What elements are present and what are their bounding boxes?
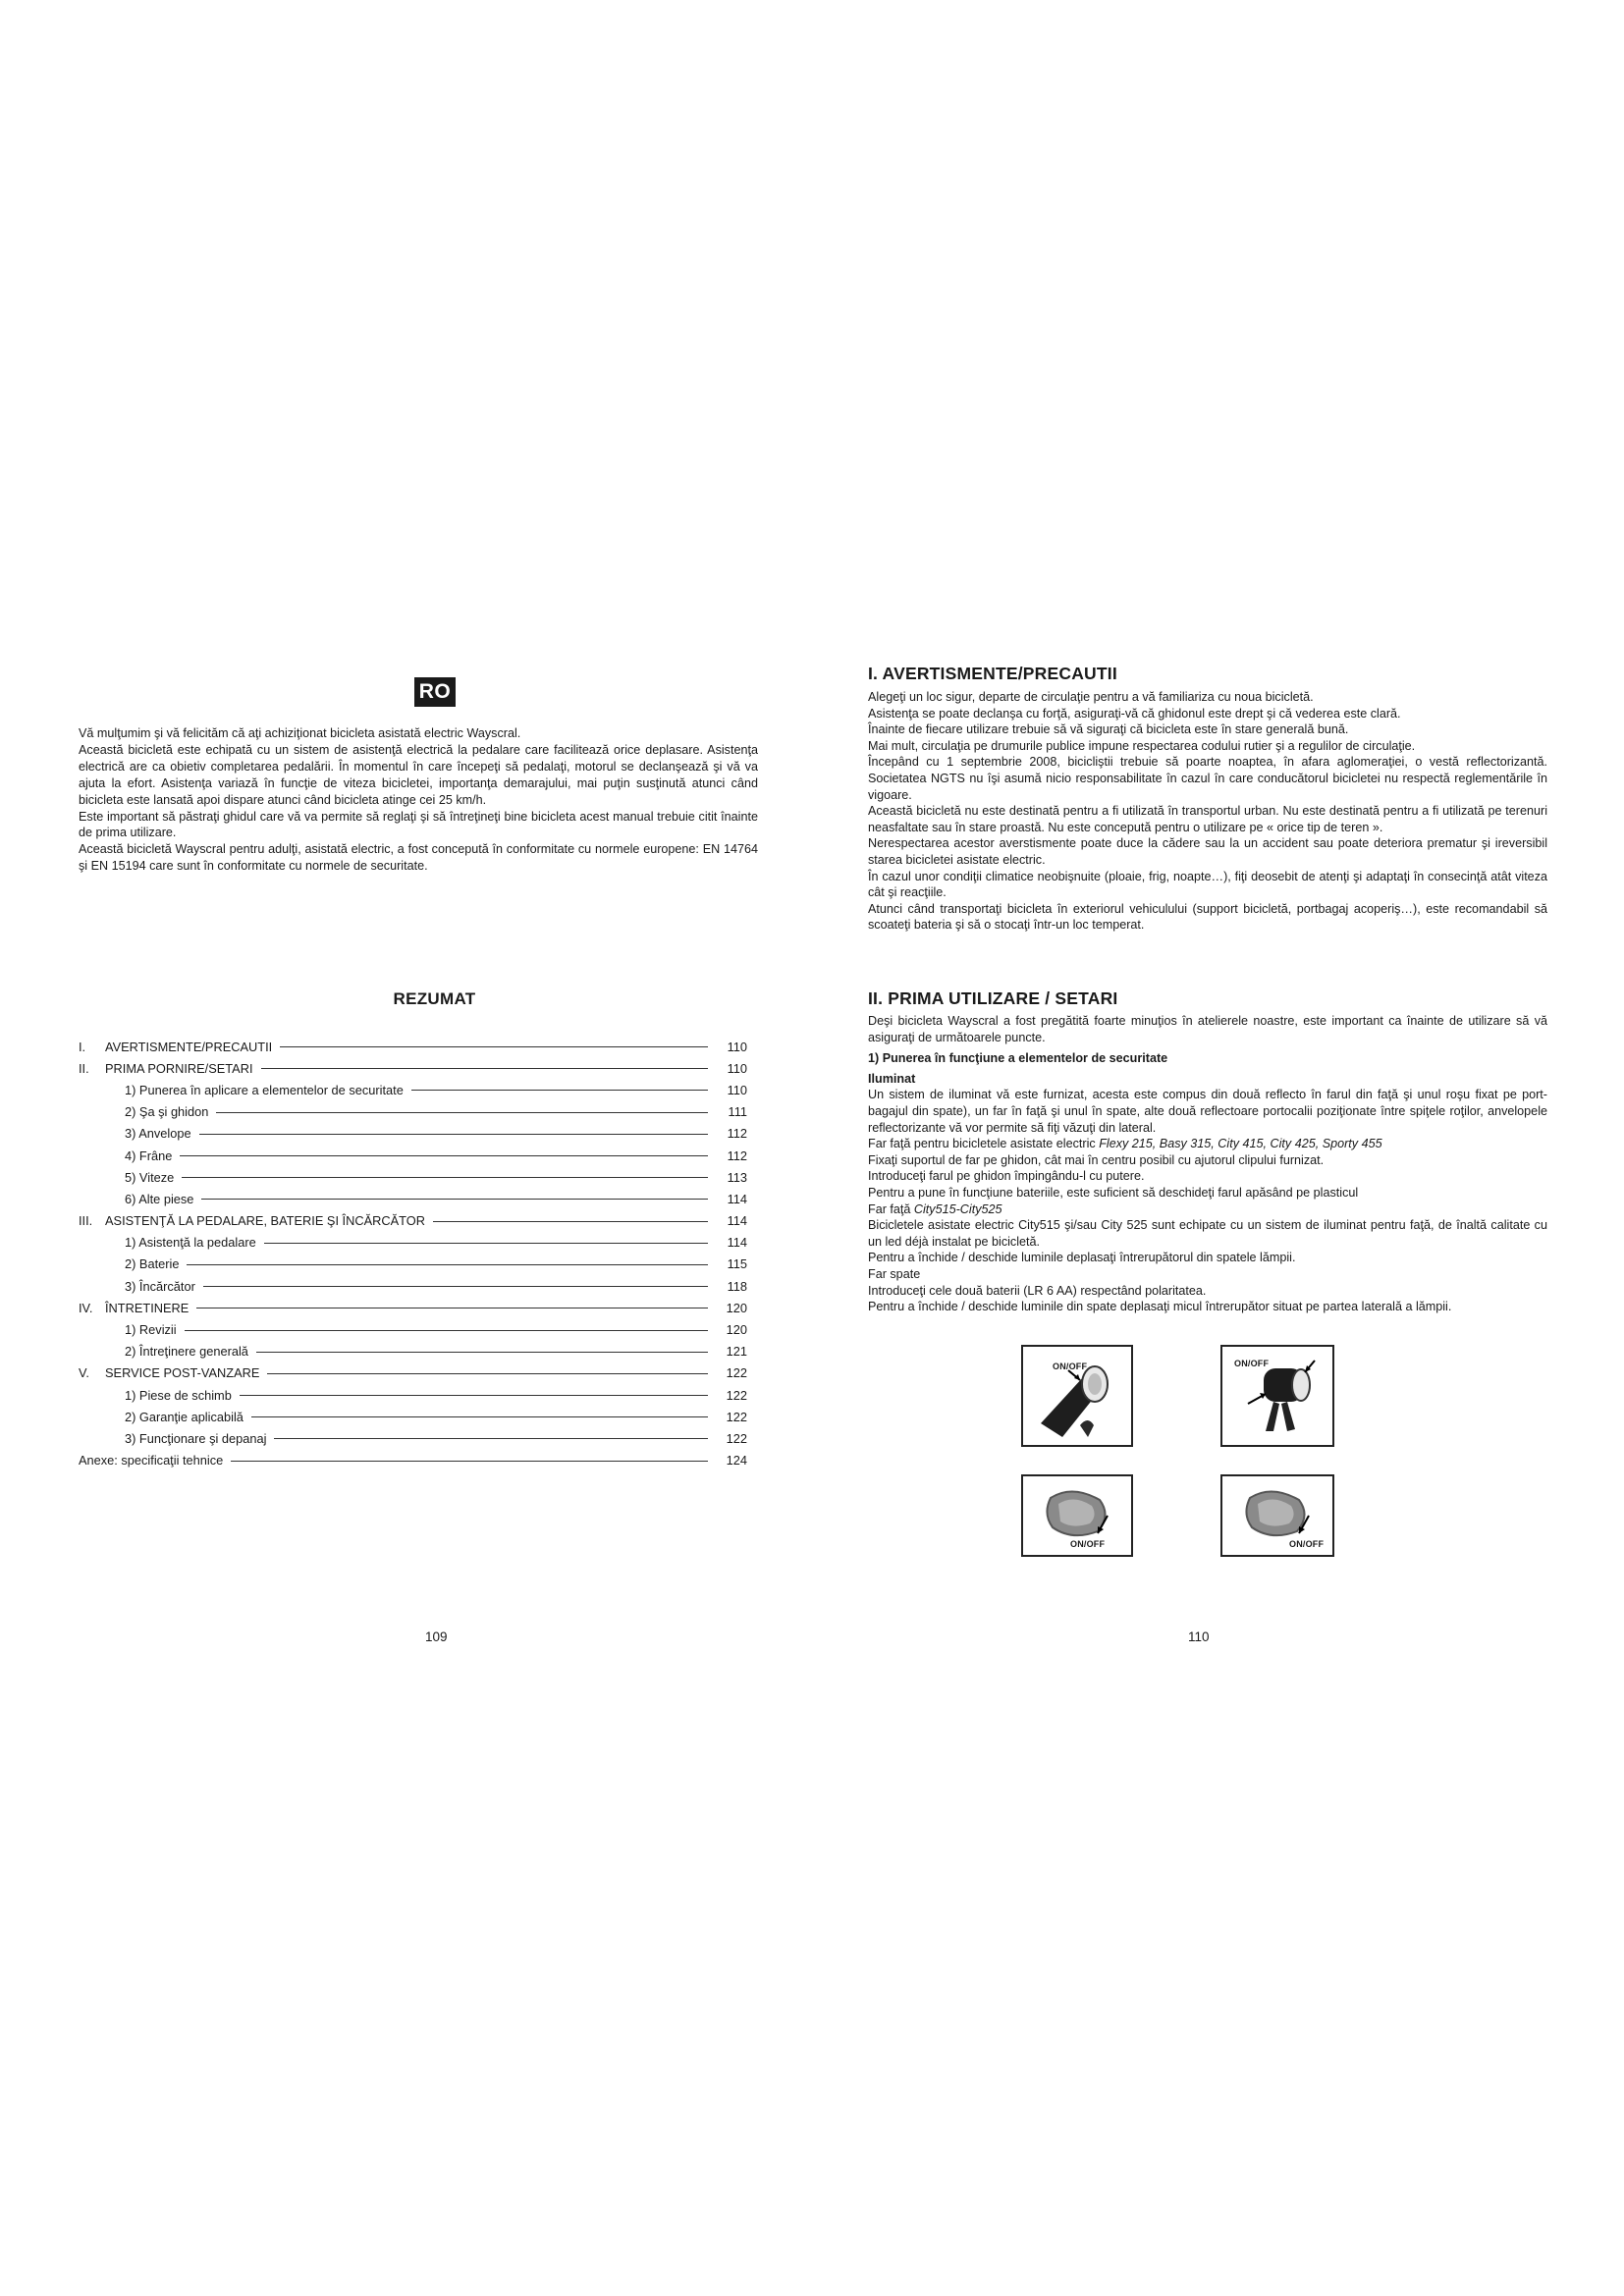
toc-leader-line — [185, 1330, 708, 1331]
rear-switch-line: Pentru a închide / deschide luminile din spate deplasaţi micul întrerupător situat pe partea laterală a lămpii. — [868, 1300, 1452, 1314]
front-light-figure-2 — [1220, 1345, 1334, 1447]
section-1-title: I. AVERTISMENTE/PRECAUTII — [868, 664, 1117, 683]
toc-entry-number: IV. — [79, 1300, 93, 1315]
city-light-line — [868, 1201, 1547, 1218]
section-2-body — [868, 1013, 1547, 1315]
toc-entry-label: AVERTISMENTE/PRECAUTII — [105, 1039, 273, 1054]
toc-entry — [79, 1297, 747, 1318]
toc-entry-number: V. — [79, 1365, 89, 1381]
toc-entry-title — [79, 1235, 264, 1250]
toc-entry-label: 3) Încărcător — [125, 1278, 195, 1294]
toc-entry-page: 121 — [726, 1344, 747, 1360]
toc-leader-line — [256, 1352, 708, 1353]
city-switch-line: Pentru a închide / deschide luminile deplasaţi întrerupătorul din spatele lămpii. — [868, 1251, 1296, 1265]
toc-entry-title — [79, 1061, 261, 1076]
toc-entry-label: 1) Asistenţă la pedalare — [125, 1235, 256, 1251]
figure-1-on-off-label: ON/OFF — [1053, 1362, 1088, 1371]
toc-entry-page: 114 — [727, 1235, 747, 1251]
toc-entry-number: I. — [79, 1039, 86, 1054]
city-light-models: City515-City525 — [913, 1201, 1002, 1216]
rear-light-title: Far spate — [868, 1266, 921, 1281]
s2-intro: Deşi bicicleta Wayscral a fost pregătită foarte minuţios în atelierele noastre, este important ca înainte de utilizare să vă asiguraţi de următoarele puncte. — [868, 1014, 1547, 1044]
toc-entry-page: 114 — [727, 1191, 747, 1206]
toc-entry — [79, 1450, 747, 1471]
rear-light-figure-2 — [1220, 1474, 1334, 1557]
toc-leader-line — [182, 1177, 708, 1178]
toc-entry-page: 122 — [726, 1387, 747, 1403]
toc-leader-line — [216, 1112, 708, 1113]
toc-entry-page: 122 — [726, 1430, 747, 1446]
intro-paragraph-1: Vă mulţumim şi vă felicităm că aţi achiziţionat bicicleta asistată electric Wayscral. — [79, 726, 521, 740]
intro-paragraph-4: Această bicicletă Wayscral pentru adulţi, asistată electric, a fost concepută în conformitate cu normele europene: EN 14764 şi EN 15194 care sunt în conformitate cu normele de securitate. — [79, 842, 758, 874]
toc-entry-page: 115 — [727, 1256, 747, 1272]
toc-entry-label: 5) Viteze — [125, 1169, 175, 1185]
right-page — [812, 0, 1624, 2296]
front-light-models: Flexy 215, Basy 315, City 415, City 425, Sporty 455 — [1099, 1137, 1382, 1151]
toc-entry-title — [79, 1431, 274, 1446]
toc-entry — [79, 1232, 747, 1254]
lighting-paragraph: Un sistem de iluminat vă este furnizat, acesta este compus din două reflecto în farul din faţă şi unul roşu fixat pe port-bagajul din spate), un far în faţă şi unul în spate, alte două reflectoare portocalii poziţionate între spiţele roţilor, anvelopele reflectorizante vă vor permite să fiţi văzuţi din lateral. — [868, 1088, 1547, 1135]
s1-paragraph-8: În cazul unor condiţii climatice neobişnuite (ploaie, frig, noapte…), fiţi deosebit de atenţi şi adaptaţi în consecinţă atât viteza cât şi reacţiile. — [868, 869, 1547, 900]
toc-entry-label: 1) Revizii — [125, 1322, 177, 1338]
toc-leader-line — [433, 1221, 708, 1222]
toc-entry-page: 110 — [727, 1039, 747, 1054]
toc-entry — [79, 1123, 747, 1145]
toc-entry — [79, 1210, 747, 1232]
toc-entry — [79, 1318, 747, 1340]
toc-leader-line — [180, 1155, 708, 1156]
toc-leader-line — [187, 1264, 708, 1265]
toc-entry — [79, 1362, 747, 1384]
toc-entry-title — [79, 1301, 196, 1315]
toc-entry-page: 112 — [727, 1126, 747, 1142]
toc-entry-page: 111 — [728, 1104, 747, 1120]
toc-entry — [79, 1166, 747, 1188]
toc-leader-line — [203, 1286, 708, 1287]
toc-entry-page: 124 — [726, 1453, 747, 1468]
toc-leader-line — [274, 1438, 708, 1439]
s1-paragraph-1: Alegeţi un loc sigur, departe de circulaţie pentru a vă familiariza cu noua bicicletă. — [868, 690, 1314, 704]
toc-leader-line — [201, 1199, 708, 1200]
s1-paragraph-2: Asistenţa se poate declanşa cu forţă, asiguraţi-vă că ghidonul este drept şi că vederea este clară. — [868, 706, 1401, 721]
rear-batteries-line: Introduceţi cele două baterii (LR 6 AA) respectând polaritatea. — [868, 1283, 1207, 1298]
figure-2-on-off-label: ON/OFF — [1234, 1359, 1270, 1368]
toc-entry-label: 1) Piese de schimb — [125, 1387, 232, 1403]
toc-leader-line — [411, 1090, 708, 1091]
fix-support-line: Fixaţi suportul de far pe ghidon, cât mai în centru posibil cu ajutorul clipului furnizat. — [868, 1152, 1325, 1167]
toc-entry-number: II. — [79, 1060, 89, 1076]
toc-entry-label: 1) Punerea în aplicare a elementelor de securitate — [125, 1082, 404, 1097]
rezumat-title: REZUMAT — [393, 989, 476, 1008]
toc-entry — [79, 1341, 747, 1362]
toc-entry — [79, 1188, 747, 1209]
toc-entry — [79, 1145, 747, 1166]
s1-paragraph-4: Mai mult, circulaţia pe drumurile publice impune respectarea codului rutier şi a regulilor de circulaţie. — [868, 738, 1416, 753]
figure-3-on-off-label: ON/OFF — [1070, 1539, 1106, 1549]
toc-entry-page: 120 — [726, 1300, 747, 1315]
toc-leader-line — [280, 1046, 708, 1047]
toc-entry-label: 3) Anvelope — [125, 1126, 191, 1142]
toc-entry-page: 120 — [726, 1322, 747, 1338]
toc-entry-title — [79, 1388, 240, 1403]
s2-subsection-title: 1) Punerea în funcţiune a elementelor de securitate — [868, 1051, 1168, 1066]
toc-leader-line — [199, 1134, 708, 1135]
toc-leader-line — [251, 1416, 708, 1417]
toc-entry — [79, 1036, 747, 1057]
city-description: Bicicletele asistate electric City515 şi/sau City 525 sunt echipate cu un sistem de iluminat pentru faţă, de înaltă calitate cu un led déjà instalat pe bicicletă. — [868, 1218, 1547, 1249]
toc-entry-page: 112 — [727, 1148, 747, 1163]
toc-entry — [79, 1079, 747, 1100]
section-2-title: II. PRIMA UTILIZARE / SETARI — [868, 988, 1118, 1008]
intro-text — [79, 725, 758, 875]
insert-light-line: Introduceţi farul pe ghidon împingându-l cu putere. — [868, 1169, 1145, 1184]
toc-entry-title — [79, 1104, 216, 1119]
toc-entry-title — [79, 1279, 203, 1294]
toc-entry-number: III. — [79, 1213, 93, 1229]
page-number-right: 110 — [1188, 1629, 1210, 1644]
toc-entry-label: Anexe: specificaţii tehnice — [79, 1453, 224, 1468]
toc-entry-label: 6) Alte piese — [125, 1191, 194, 1206]
toc-entry — [79, 1057, 747, 1079]
s1-paragraph-9: Atunci când transportaţi bicicleta în exteriorul vehiculului (support bicicletă, portbagaj acoperiş…), este recomandabil să scoateţi bateria şi să o stocaţi într-un loc temperat. — [868, 901, 1547, 933]
toc-entry — [79, 1101, 747, 1123]
toc-entry-label: 4) Frâne — [125, 1148, 173, 1163]
toc-entry — [79, 1254, 747, 1275]
toc-entry-page: 113 — [727, 1169, 747, 1185]
intro-paragraph-2: Această bicicletă este echipată cu un sistem de asistenţă electrică la pedalare care facilitează orice deplasare. Asistenţa electrică are ca obietiv completarea pedalării. În momentul în care începeţi să pedalaţi, motorul se declanşează şi vă va ajuta la efort. Asistenţa variază în funcţie de viteza bicicletei, importanţa demarajului, mai puţin susţinută atunci când bicicleta este lansată apoi dispare atunci când bicicleta atinge cei 25 km/h. — [79, 742, 758, 807]
section-1-body — [868, 689, 1547, 934]
s1-paragraph-7: Nerespectarea acestor averstismente poate duce la cădere sau la un accident sau poate deteriora prematur şi ireversibil starea bicicletei asistate electric. — [868, 836, 1547, 867]
toc-entry-label: 2) Şa şi ghidon — [125, 1104, 209, 1120]
s1-paragraph-5: Începând cu 1 septembrie 2008, bicicliştii trebuie să poarte noaptea, în afara aglomeraţiei, o vestă reflectorizantă. Societatea NGTS nu îşi asumă nicio responsabilitate în cazul în care conducătorul bicicletei nu respectă reglementările în vigoare. — [868, 755, 1547, 802]
intro-paragraph-3: Este important să păstraţi ghidul care vă va permite să reglaţi şi să întreţineţi bine bicicleta acest manual trebuie citit înainte de prima utilizare. — [79, 809, 758, 840]
toc-entry-title — [79, 1148, 180, 1163]
toc-entry-label: PRIMA PORNIRE/SETARI — [105, 1060, 253, 1076]
toc-entry-label: ASISTENŢĂ LA PEDALARE, BATERIE ŞI ÎNCĂRCĂTOR — [105, 1213, 425, 1229]
toc-entry — [79, 1384, 747, 1406]
s1-paragraph-6: Această bicicletă nu este destinată pentru a fi utilizată în transportul urban. Nu este destinată pentru a fi utilizată pe terenuri neasfaltate sau în stare proastă. Nu este concepută pentru o utilizare pe « orice tip de teren ». — [868, 804, 1547, 834]
toc-entry-label: 2) Întreţinere generală — [125, 1344, 248, 1360]
s1-paragraph-3: Înainte de fiecare utilizare trebuie să vă siguraţi că bicicleta este în stare generală bună. — [868, 722, 1349, 737]
toc-entry-label: 2) Garanţie aplicabilă — [125, 1409, 244, 1424]
rear-light-figure-1 — [1021, 1474, 1133, 1557]
toc-leader-line — [261, 1068, 708, 1069]
toc-entry-title — [79, 1322, 185, 1337]
toc-entry-page: 110 — [727, 1060, 747, 1076]
toc-entry-title — [79, 1213, 433, 1228]
toc-entry-page: 114 — [727, 1213, 747, 1229]
toc-entry-title — [79, 1453, 231, 1468]
toc-entry-page: 110 — [727, 1082, 747, 1097]
city-light-label: Far faţă — [868, 1201, 914, 1216]
toc-entry-title — [79, 1083, 411, 1097]
page-number-left: 109 — [425, 1629, 448, 1644]
toc-leader-line — [264, 1243, 708, 1244]
toc-entry-title — [79, 1365, 267, 1380]
figure-4-on-off-label: ON/OFF — [1289, 1539, 1325, 1549]
toc-entry-title — [79, 1344, 256, 1359]
toc-entry-title — [79, 1040, 280, 1054]
front-light-figure-1 — [1021, 1345, 1133, 1447]
toc-entry-title — [79, 1192, 201, 1206]
lighting-title: Iluminat — [868, 1071, 916, 1086]
toc-entry-label: 2) Baterie — [125, 1256, 180, 1272]
language-badge: RO — [414, 677, 456, 707]
turn-on-line: Pentru a pune în funcţiune bateriile, este suficient să deschideţi farul apăsând pe plasticul — [868, 1185, 1359, 1200]
front-light-label: Far faţă pentru bicicletele asistate electric — [868, 1137, 1100, 1151]
toc-entry-page: 118 — [727, 1278, 747, 1294]
toc-entry-title — [79, 1410, 251, 1424]
toc-entry-page: 122 — [726, 1365, 747, 1381]
toc-entry-page: 122 — [726, 1409, 747, 1424]
table-of-contents — [79, 1036, 747, 1471]
toc-entry — [79, 1406, 747, 1427]
toc-entry — [79, 1427, 747, 1449]
toc-entry-label: ÎNTRETINERE — [105, 1300, 189, 1315]
toc-entry-label: 3) Funcţionare şi depanaj — [125, 1430, 267, 1446]
toc-entry-title — [79, 1170, 182, 1185]
toc-leader-line — [231, 1461, 708, 1462]
toc-leader-line — [267, 1373, 708, 1374]
toc-entry-title — [79, 1256, 187, 1271]
toc-leader-line — [240, 1395, 708, 1396]
toc-entry-label: SERVICE POST-VANZARE — [105, 1365, 260, 1381]
toc-entry-title — [79, 1126, 199, 1141]
front-light-line — [868, 1136, 1547, 1152]
toc-entry — [79, 1275, 747, 1297]
